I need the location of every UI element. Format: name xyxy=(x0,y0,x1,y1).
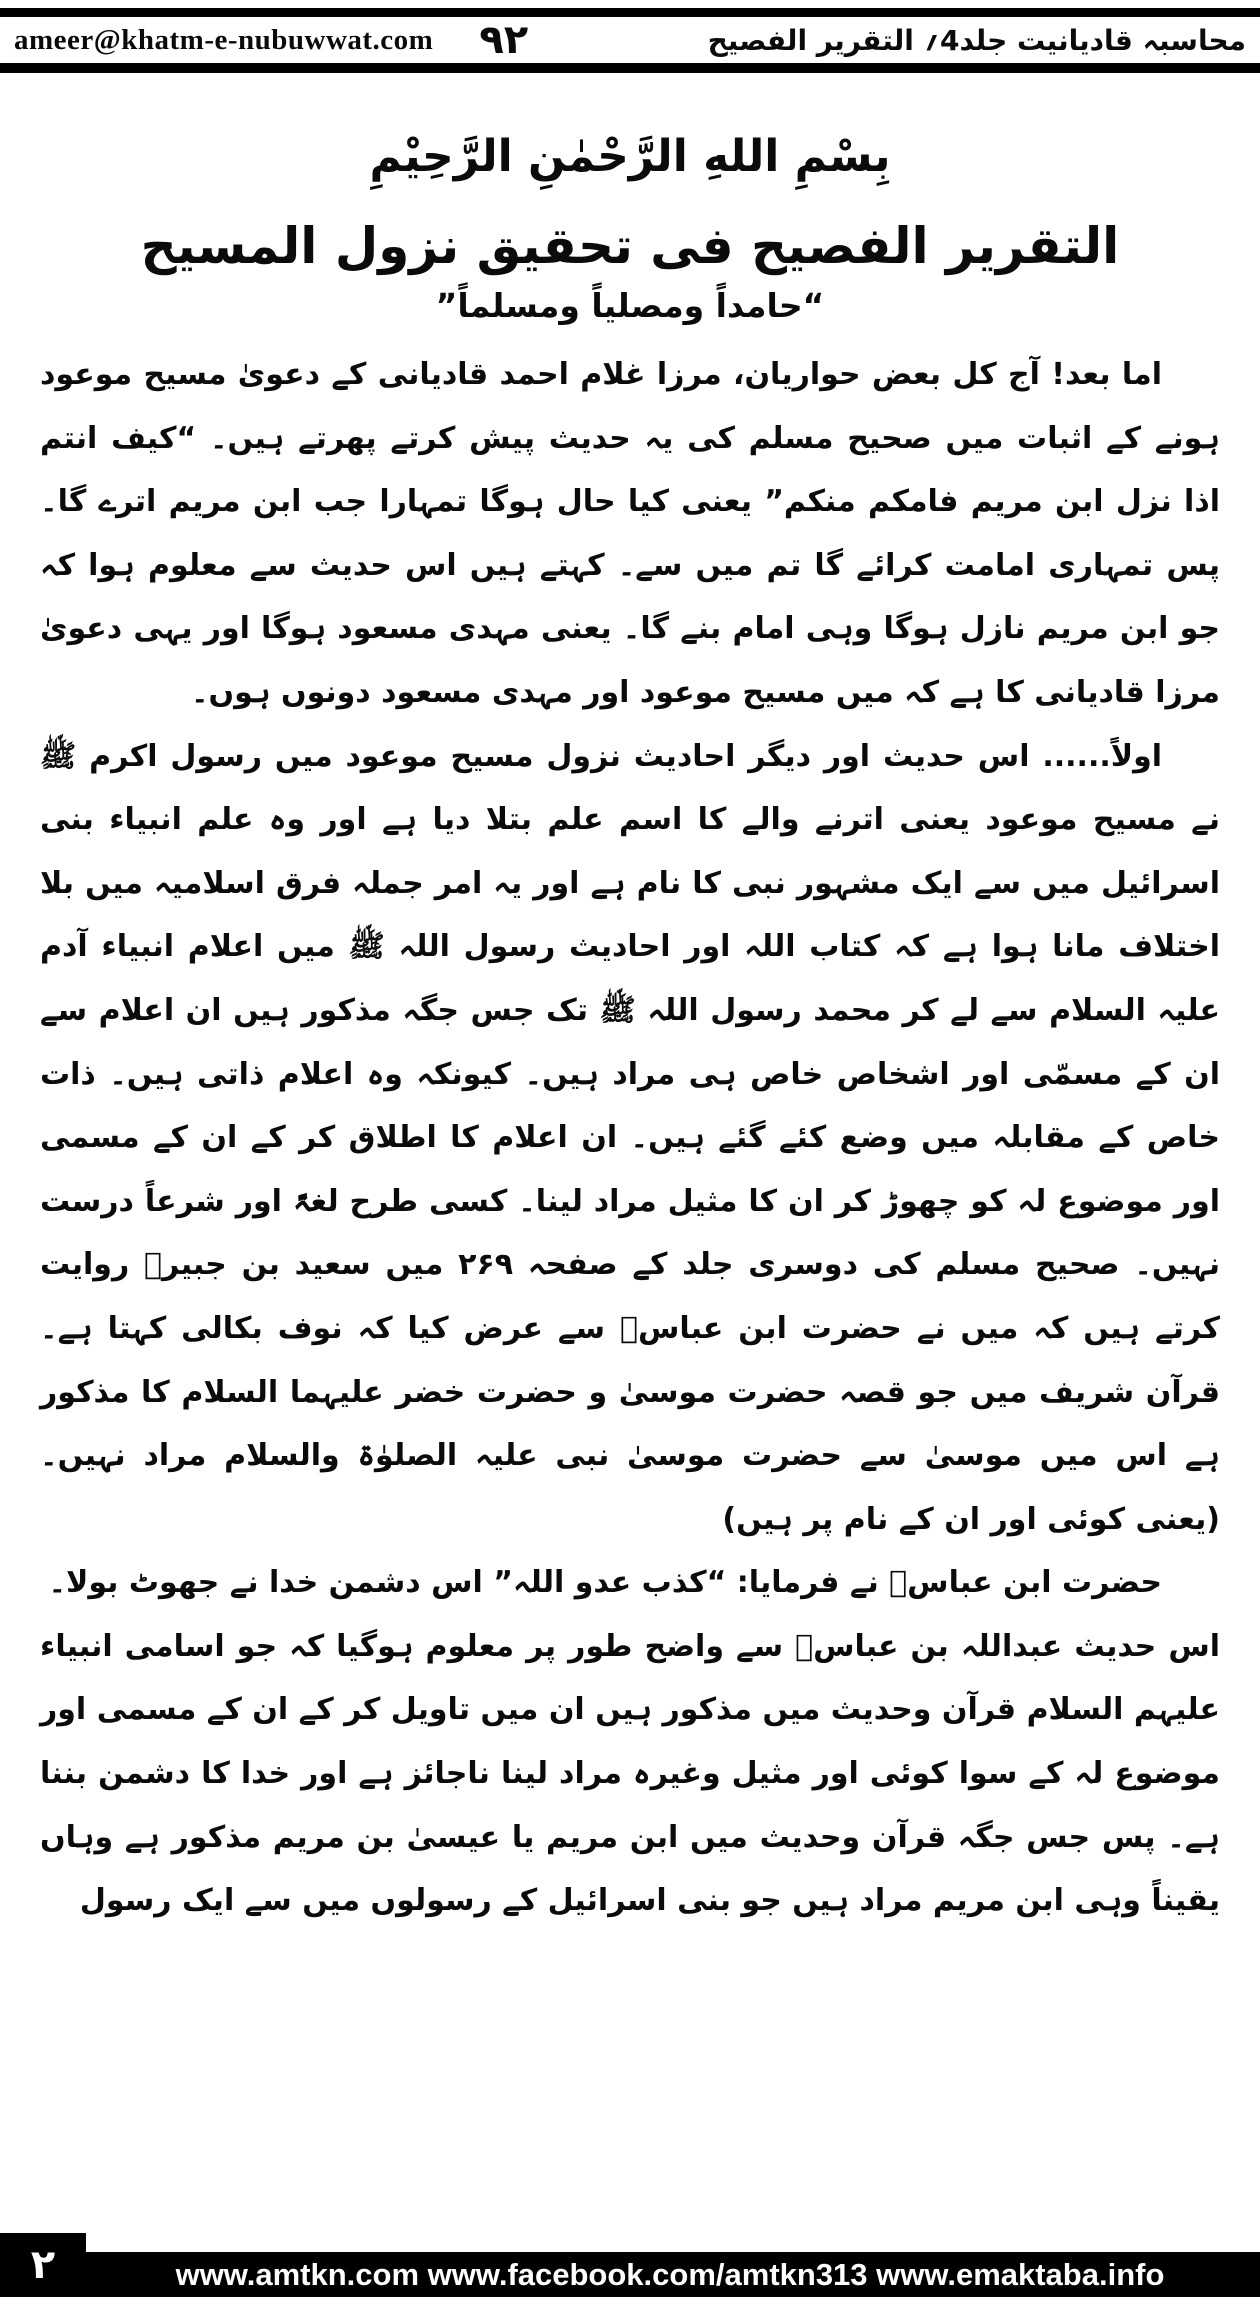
header-bottom-rule xyxy=(0,63,1260,73)
bismillah-calligraphy: بِسْمِ اللهِ الرَّحْمٰنِ الرَّحِيْمِ xyxy=(369,131,891,182)
body-paragraph-2: اولاً...... اس حدیث اور دیگر احادیث نزول مسیح موعود میں رسول اکرم ﷺ نے مسیح موعود یعنی اترنے والے کا اسم علم بتلا دیا ہے اور وہ علم انبیاء بنی اسرائیل میں سے ایک مشہور نبی کا نام ہے اور یہ امر جملہ فرق اسلامیہ میں بلا اختلاف مانا ہوا ہے کہ کتاب اللہ اور احادیث رسول اللہ ﷺ میں اعلام انبیاء آدم علیہ السلام سے لے کر محمد رسول اللہ ﷺ تک جس جگہ مذکور ہیں ان اعلام سے ان کے مسمّی اور اشخاص خاص ہی مراد ہیں۔ کیونکہ وہ اعلام ذاتی ہیں۔ ذات خاص کے مقابلہ میں وضع کئے گئے ہیں۔ ان اعلام کا اطلاق کر کے ان کے مسمی اور موضوع لہ کو چھوڑ کر ان کا مثیل مراد لینا۔ کسی طرح لغۃً اور شرعاً درست نہیں۔ صحیح مسلم کی دوسری جلد کے صفحہ ۲۶۹ میں سعید بن جبیرؒ روایت کرتے ہیں کہ میں نے حضرت ابن عباسؓ سے عرض کیا کہ نوف بکالی کہتا ہے۔ قرآن شریف میں جو قصہ حضرت موسیٰ و حضرت خضر علیہما السلام کا مذکور ہے اس میں موسیٰ سے حضرت موسیٰ نبی علیہ الصلوٰۃ والسلام مراد نہیں۔ (یعنی کوئی اور ان کے نام پر ہیں) xyxy=(40,738,1220,1537)
body-paragraph-1: اما بعد! آج کل بعض حواریان، مرزا غلام احمد قادیانی کے دعویٰ مسیح موعود ہونے کے اثبات میں صحیح مسلم کی یہ حدیث پیش کرتے پھرتے ہیں۔ “کیف انتم اذا نزل ابن مریم فامکم منکم” یعنی کیا حال ہوگا تمہارا جب ابن مریم اترے گا۔ پس تمہاری امامت کرائے گا تم میں سے۔ کہتے ہیں اس حدیث سے معلوم ہوا کہ جو ابن مریم نازل ہوگا وہی امام بنے گا۔ یعنی مہدی مسعود ہوگا اور یہی دعویٰ مرزا قادیانی کا ہے کہ میں مسیح موعود اور مہدی مسعود دونوں ہوں۔ xyxy=(40,357,1220,710)
footer-bar xyxy=(0,2252,1260,2297)
footer-page-number: ۲ xyxy=(30,2242,56,2288)
header-page-number: ۹۲ xyxy=(479,17,529,63)
body-paragraph-3: حضرت ابن عباسؓ نے فرمایا: “کذب عدو اللہ” اس دشمن خدا نے جھوٹ بولا۔ xyxy=(48,1565,1162,1601)
header-email: ameer@khatm-e-nubuwwat.com xyxy=(14,23,434,56)
chapter-subtitle: “حامداً ومصلیاً ومسلماً” xyxy=(435,286,825,325)
chapter-title: التقریر الفصیح فی تحقیق نزول المسیح xyxy=(140,217,1120,275)
page-body xyxy=(0,90,1260,2220)
body-paragraph-4: اس حدیث عبداللہ بن عباسؓ سے واضح طور پر معلوم ہوگیا کہ جو اسامی انبیاء علیہم السلام قرآن وحدیث میں مذکور ہیں ان میں تاویل کر کے ان کے مسمی اور موضوع لہ کے سوا کوئی اور مثیل وغیرہ مراد لینا ناجائز ہے اور خدا کا دشمن بننا ہے۔ پس جس جگہ قرآن وحدیث میں ابن مریم یا عیسیٰ بن مریم مذکور ہے وہاں یقیناً وہی ابن مریم مراد ہیں جو بنی اسرائیل کے رسولوں میں سے ایک رسول xyxy=(40,1628,1220,1919)
header-top-rule xyxy=(0,8,1260,17)
footer-websites: www.amtkn.com www.facebook.com/amtkn313 www.emaktaba.info xyxy=(175,2256,1165,2292)
page-header xyxy=(0,17,1260,63)
header-book-title: محاسبہ قادیانیت جلد4؍ التقریر الفصیح xyxy=(707,23,1246,57)
footer-page-number-box xyxy=(0,2233,86,2297)
